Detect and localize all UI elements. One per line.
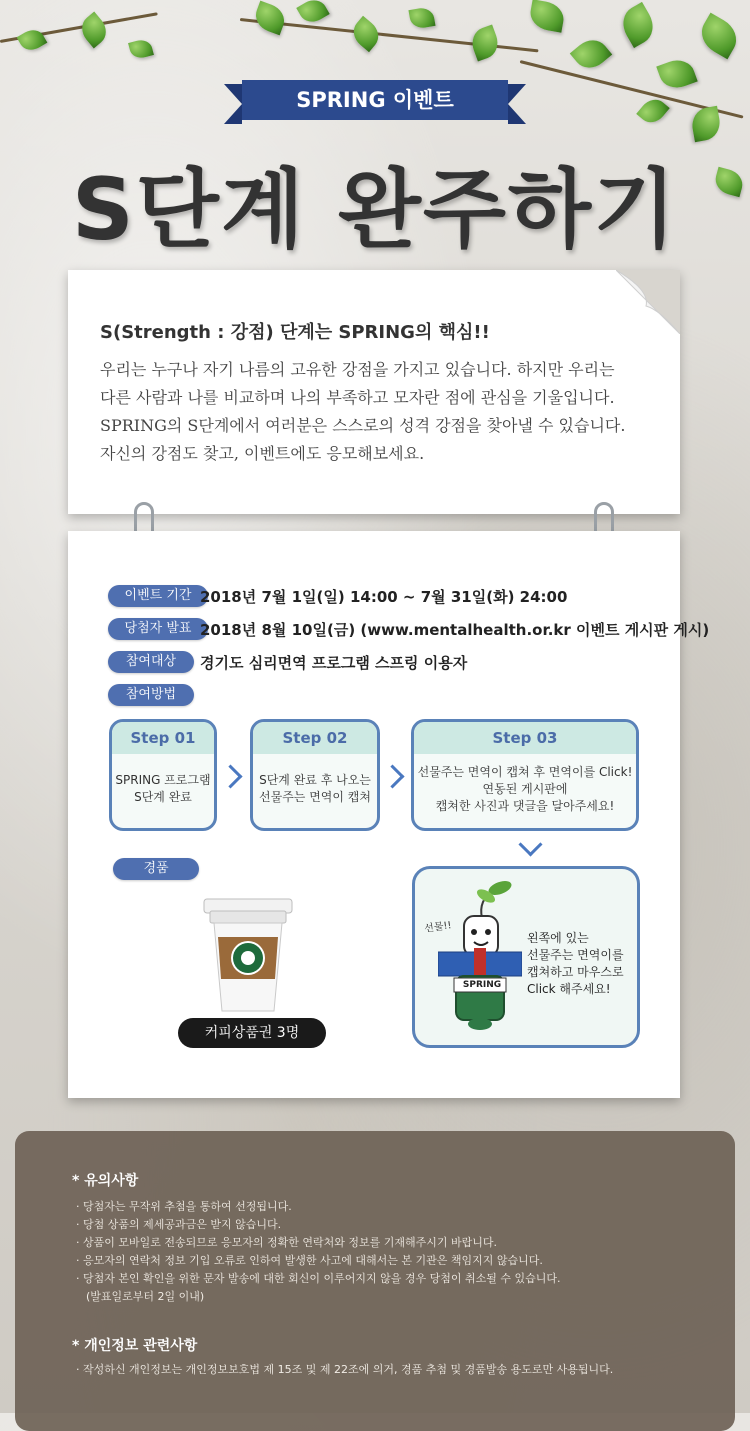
character-sign: SPRING [462, 980, 502, 990]
step-title: Step 02 [253, 722, 377, 754]
prize-instruction [527, 930, 624, 998]
step-text: 선물주는 면역이 캡쳐 후 면역이를 Click! [417, 765, 633, 779]
period-label: 이벤트 기간 [108, 585, 208, 607]
method-label: 참여방법 [108, 684, 194, 706]
mascot-character-icon[interactable] [438, 878, 522, 1036]
instruction-line: 왼쪽에 있는 [527, 931, 589, 945]
step-text: S단계 완료 후 나오는 [259, 773, 371, 787]
prize-badge: 커피상품권 3명 [178, 1018, 326, 1048]
page-title: S단계 완주하기 [71, 160, 679, 260]
character-bubble: 선물!! [423, 920, 453, 935]
period-value: 2018년 7월 1일(일) 14:00 ~ 7월 31일(화) 24:00 [200, 588, 568, 606]
ribbon-label: SPRING 이벤트 [296, 88, 454, 112]
target-value: 경기도 심리면역 프로그램 스프링 이용자 [200, 654, 468, 672]
prize-label: 경품 [113, 858, 199, 880]
intro-line: 다른 사람과 나를 비교하며 나의 부족하고 모자란 점에 관심을 기울입니다. [100, 388, 615, 407]
notice-list [76, 1198, 561, 1306]
instruction-line: 선물주는 면역이를 [527, 948, 624, 962]
intro-line: 우리는 누구나 자기 나름의 고유한 강점을 가지고 있습니다. 하지만 우리는 [100, 360, 615, 379]
intro-heading: S(Strength : 강점) 단계는 SPRING의 핵심!! [100, 322, 490, 343]
privacy-item: · 작성하신 개인정보는 개인정보보호법 제 15조 및 제 22조에 의거, 경품 추첨 및 경품발송 용도로만 사용됩니다. [76, 1363, 614, 1376]
intro-line: 자신의 강점도 찾고, 이벤트에도 응모해보세요. [100, 444, 425, 463]
notice-item: · 응모자의 연락처 정보 기입 오류로 인하여 발생한 사고에 대해서는 본 기관은 책임지지 않습니다. [76, 1254, 543, 1267]
notice-item: · 상품이 모바일로 전송되므로 응모자의 정확한 연락처와 정보를 기재해주시기 바랍니다. [76, 1236, 498, 1249]
step-02-card [250, 719, 380, 831]
step-title: Step 03 [414, 722, 636, 754]
step-text: 선물주는 면역이 캡쳐 [259, 790, 371, 804]
notice-item-note: (발표일로부터 2일 이내) [86, 1290, 205, 1303]
intro-line: SPRING의 S단계에서 여러분은 스스로의 성격 강점을 찾아낼 수 있습니다. [100, 416, 626, 435]
step-01-card [109, 719, 217, 831]
intro-text [100, 356, 660, 468]
privacy-title: * 개인정보 관련사항 [72, 1338, 198, 1354]
step-text: 연동된 게시판에 [482, 782, 568, 796]
coffee-cup-icon [200, 895, 296, 1021]
step-title: Step 01 [112, 722, 214, 754]
notice-item: · 당첨자는 무작위 추첨을 통하여 선정됩니다. [76, 1200, 292, 1213]
step-text: S단계 완료 [134, 790, 192, 804]
target-label: 참여대상 [108, 651, 194, 673]
notice-item: · 당첨 상품의 제세공과금은 받지 않습니다. [76, 1218, 282, 1231]
step-03-card [411, 719, 639, 831]
privacy-list [76, 1361, 613, 1379]
event-ribbon [224, 74, 526, 124]
instruction-line: Click 해주세요! [527, 982, 611, 996]
announce-value: 2018년 8월 10일(금) (www.mentalhealth.or.kr 이벤트 게시판 게시) [200, 621, 710, 639]
step-text: SPRING 프로그램 [115, 773, 211, 787]
instruction-line: 캡쳐하고 마우스로 [527, 965, 624, 979]
notice-item: · 당첨자 본인 확인을 위한 문자 발송에 대한 회신이 이루어지지 않을 경우 당첨이 취소될 수 있습니다. [76, 1272, 561, 1285]
notice-title: * 유의사항 [72, 1173, 139, 1189]
page-curl-icon [616, 270, 680, 334]
step-text: 캡쳐한 사진과 댓글을 달아주세요! [435, 799, 615, 813]
announce-label: 당첨자 발표 [108, 618, 208, 640]
